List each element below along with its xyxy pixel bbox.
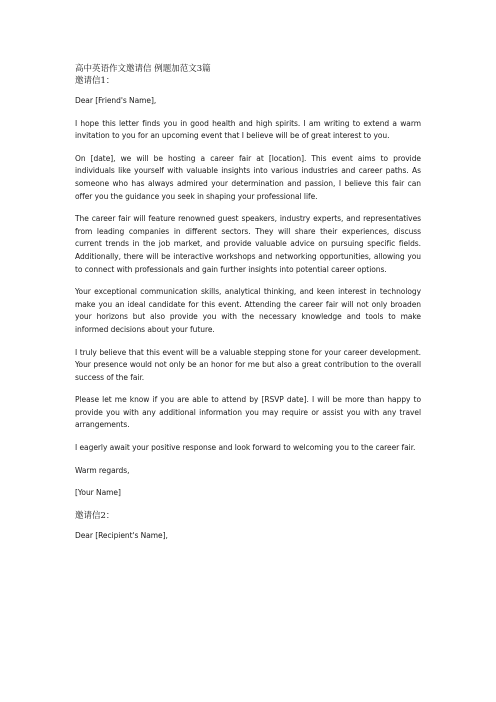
- letter-1-signature: [Your Name]: [75, 488, 121, 498]
- letter-1-paragraph-3: The career fair will feature renowned guest speakers, industry experts, and representatives from leading companies in different sectors. They will share their experiences, discuss current trends in the job market, and provide valuable advice on pursuing specific fields. Additionally, there will be interactive workshops and networking opportunities, allowing you to connect with professionals and gain further insights into potential career options.: [75, 214, 421, 274]
- letter-1-paragraph-1: I hope this letter finds you in good health and high spirits. I am writing to extend a warm invitation to you for an upcoming event that I believe will be of great interest to you.: [75, 118, 421, 141]
- letter-2-salutation: Dear [Recipient's Name],: [75, 530, 168, 540]
- letter-1-closing: Warm regards,: [75, 465, 130, 475]
- letter-1-paragraph-6: Please let me know if you are able to attend by [RSVP date]. I will be more than happy to provide you with any additional information you may require or assist you with any travel arrangements.: [75, 395, 421, 430]
- letter-2-heading: 邀请信2：: [75, 510, 115, 521]
- letter-1-heading: 邀请信1：: [75, 76, 115, 86]
- document-page: [75, 63, 421, 542]
- letter-1-paragraph-5: I truly believe that this event will be a valuable stepping stone for your career development. Your presence would not only be an honor for me but also a great contribution to the overall success of the fair.: [75, 347, 421, 382]
- letter-1-paragraph-4: Your exceptional communication skills, analytical thinking, and keen interest in technology make you an ideal candidate for this event. Attending the career fair will not only broaden your horizons but also provide you with the necessary knowledge and tools to make informed decisions about your future.: [75, 287, 421, 334]
- letter-1-paragraph-2: On [date], we will be hosting a career fair at [location]. This event aims to provide individuals like yourself with valuable insights into various industries and career paths. As someone who has always admired your determination and passion, I believe this fair can offer you the guidance you seek in shaping your professional life.: [75, 153, 421, 201]
- document-title: 高中英语作文邀请信 例题加范文3篇: [75, 64, 211, 74]
- letter-1-salutation: Dear [Friend's Name],: [75, 96, 157, 105]
- letter-1-paragraph-7: I eagerly await your positive response and look forward to welcoming you to the career fair.: [75, 443, 416, 453]
